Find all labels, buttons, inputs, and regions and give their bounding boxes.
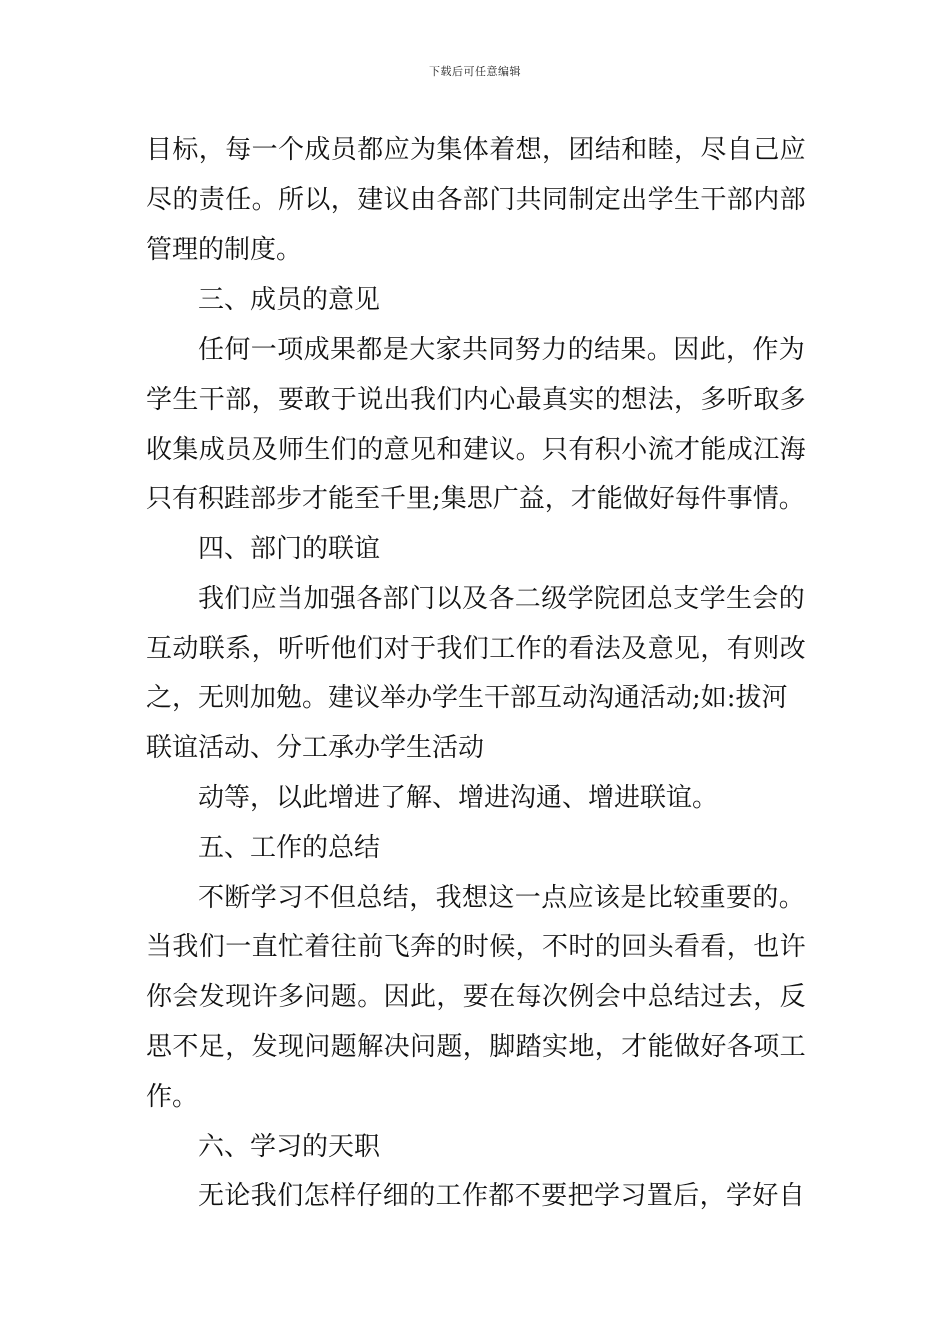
body-line: 尽的责任。所以，建议由各部门共同制定出学生干部内部 xyxy=(146,185,807,215)
body-line: 无论我们怎样仔细的工作都不要把学习置后，学好自 xyxy=(198,1181,806,1211)
body-line: 目标，每一个成员都应为集体着想，团结和睦，尽自己应 xyxy=(146,135,807,165)
section-heading: 三、成员的意见 xyxy=(198,285,381,315)
body-line: 收集成员及师生们的意见和建议。只有积小流才能成江海 xyxy=(146,435,807,465)
body-line: 当我们一直忙着往前飞奔的时候，不时的回头看看，也许 xyxy=(146,932,807,962)
body-line: 之，无则加勉。建议举办学生干部互动沟通活动;如:拔河 xyxy=(146,683,788,713)
body-line: 作。 xyxy=(146,1082,199,1112)
body-line: 学生干部，要敢于说出我们内心最真实的想法，多听取多 xyxy=(146,385,807,415)
section-heading: 五、工作的总结 xyxy=(198,833,381,863)
body-line: 我们应当加强各部门以及各二级学院团总支学生会的 xyxy=(198,584,806,614)
body-line: 动等，以此增进了解、增进沟通、增进联谊。 xyxy=(198,783,719,813)
body-line: 互动联系，听听他们对于我们工作的看法及意见，有则改 xyxy=(146,634,807,664)
page-header: 下载后可任意编辑 xyxy=(429,65,521,78)
body-line: 只有积跬部步才能至千里;集思广益，才能做好每件事情。 xyxy=(146,484,805,514)
section-heading: 六、学习的天职 xyxy=(198,1132,381,1162)
body-line: 管理的制度。 xyxy=(146,235,303,265)
body-line: 你会发现许多问题。因此，要在每次例会中总结过去，反 xyxy=(146,982,807,1012)
body-line: 不断学习不但总结，我想这一点应该是比较重要的。 xyxy=(198,883,806,913)
body-line: 任何一项成果都是大家共同努力的结果。因此，作为 xyxy=(198,335,806,365)
body-line: 思不足，发现问题解决问题，脚踏实地，才能做好各项工 xyxy=(146,1032,807,1062)
body-line: 联谊活动、分工承办学生活动 xyxy=(146,733,485,763)
section-heading: 四、部门的联谊 xyxy=(198,534,381,564)
